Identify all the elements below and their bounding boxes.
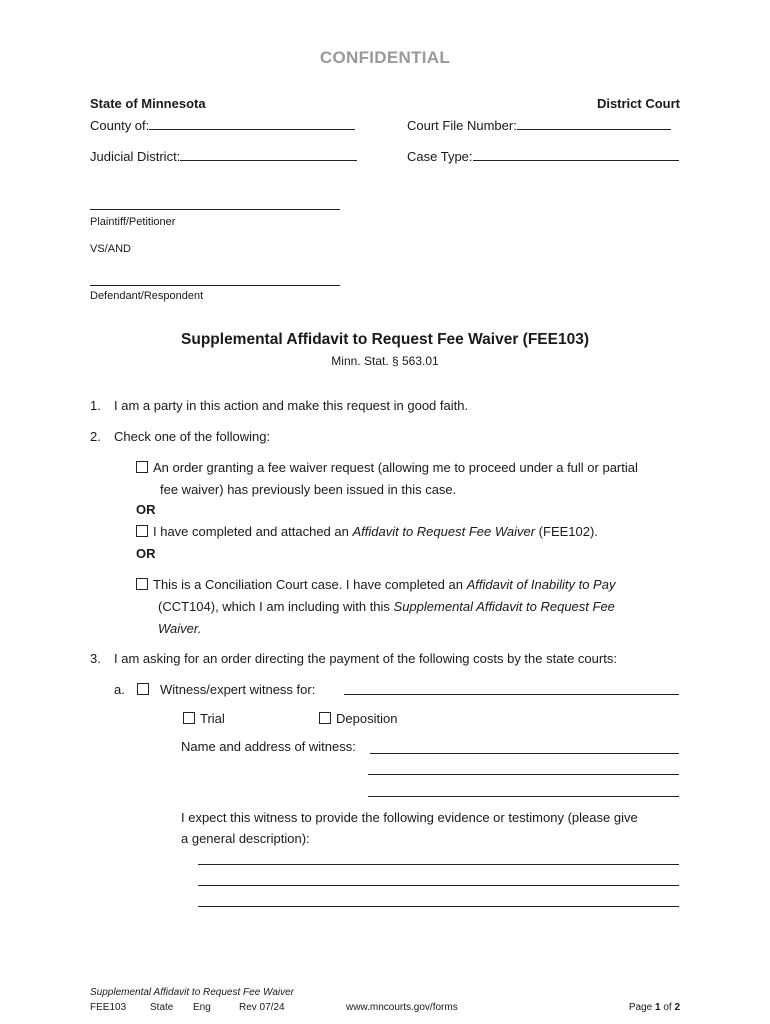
option-conciliation-line2-text: (CCT104), which I am including with this (158, 599, 394, 614)
sub-item-a-label: a. (114, 682, 125, 697)
or-separator-2: OR (136, 546, 156, 561)
name-address-label: Name and address of witness: (181, 739, 356, 754)
footer-lang: Eng (193, 1002, 211, 1013)
footer-rev: Rev 07/24 (239, 1002, 285, 1013)
county-label: County of: (90, 118, 150, 133)
trial-label: Trial (200, 711, 225, 726)
judicial-district-field (90, 148, 357, 164)
footer-state: State (150, 1002, 174, 1013)
option-fee102 (136, 524, 598, 539)
case-type-field (407, 148, 679, 164)
option-conciliation-line2 (158, 599, 615, 614)
testimony-input-1[interactable] (198, 864, 679, 865)
option-conciliation-italic: Affidavit of Inability to Pay (466, 577, 616, 592)
case-type-label: Case Type: (407, 149, 473, 164)
case-type-input[interactable] (473, 148, 679, 161)
deposition-checkbox[interactable] (319, 712, 331, 724)
prior-order-checkbox[interactable] (136, 461, 148, 473)
option-conciliation (136, 577, 615, 592)
name-address-input-3[interactable] (368, 796, 679, 797)
expect-line1: I expect this witness to provide the following evidence or testimony (please give (181, 810, 638, 825)
court-file-field (407, 117, 671, 133)
option-fee102-text: I have completed and attached an (153, 524, 353, 539)
deposition-label: Deposition (336, 711, 398, 726)
option-prior-order (136, 460, 638, 475)
option-conciliation-text: This is a Conciliation Court case. I have completed an (153, 577, 467, 592)
item3-number: 3. (90, 651, 101, 666)
page-label: Page (628, 1002, 653, 1013)
defendant-label: Defendant/Respondent (90, 290, 204, 302)
name-address-input-2[interactable] (368, 774, 679, 775)
page-current: 1 (654, 1002, 661, 1013)
deposition-option (319, 711, 397, 726)
footer-url[interactable]: www.mncourts.gov/forms (346, 1002, 458, 1013)
plaintiff-line[interactable] (90, 209, 340, 210)
item2-text: Check one of the following: (114, 429, 271, 444)
vs-label: VS/AND (90, 243, 131, 255)
footer-code: FEE103 (90, 1002, 127, 1013)
page-of: of (663, 1002, 672, 1013)
trial-option (183, 711, 225, 726)
item1-number: 1. (90, 398, 101, 413)
fee102-checkbox[interactable] (136, 525, 148, 537)
option-fee102-suffix: (FEE102). (535, 524, 598, 539)
expect-line2: a general description): (181, 831, 310, 846)
defendant-line[interactable] (90, 285, 340, 286)
county-field (90, 117, 355, 133)
trial-checkbox[interactable] (183, 712, 195, 724)
name-address-input-1[interactable] (370, 753, 679, 754)
witness-field (137, 682, 315, 697)
state-label: State of Minnesota (90, 96, 206, 111)
witness-input[interactable] (344, 694, 679, 695)
statute-reference: Minn. Stat. § 563.01 (331, 354, 439, 368)
county-input[interactable] (149, 117, 355, 130)
option-conciliation-line3 (158, 621, 201, 636)
witness-label: Witness/expert witness for: (160, 682, 316, 697)
judicial-district-input[interactable] (180, 148, 357, 161)
option-prior-order-line1: An order granting a fee waiver request (allowing me to proceed under a full or partial (153, 460, 638, 475)
or-separator-1: OR (136, 502, 156, 517)
page-total: 2 (674, 1002, 680, 1013)
item2-number: 2. (90, 429, 101, 444)
option-conciliation-line2-italic: Supplemental Affidavit to Request Fee (393, 599, 615, 614)
plaintiff-label: Plaintiff/Petitioner (90, 216, 176, 228)
item1-text: I am a party in this action and make this request in good faith. (114, 398, 469, 413)
judicial-district-label: Judicial District: (90, 149, 181, 164)
court-label: District Court (596, 96, 680, 111)
court-file-input[interactable] (517, 117, 671, 130)
testimony-input-2[interactable] (198, 885, 679, 886)
footer-form-title: Supplemental Affidavit to Request Fee Waiver (90, 987, 294, 998)
item3-text: I am asking for an order directing the payment of the following costs by the state courts: (114, 651, 617, 666)
witness-checkbox[interactable] (137, 683, 149, 695)
footer-page-number (629, 1002, 680, 1013)
option-prior-order-line2: fee waiver) has previously been issued in this case. (160, 482, 457, 497)
confidential-heading: CONFIDENTIAL (319, 48, 451, 67)
testimony-input-3[interactable] (198, 906, 679, 907)
option-conciliation-line3-italic: Waiver. (158, 621, 202, 636)
court-file-label: Court File Number: (407, 118, 517, 133)
form-title: Supplemental Affidavit to Request Fee Waiver (FEE103) (181, 331, 589, 348)
conciliation-checkbox[interactable] (136, 578, 148, 590)
option-fee102-italic: Affidavit to Request Fee Waiver (352, 524, 536, 539)
